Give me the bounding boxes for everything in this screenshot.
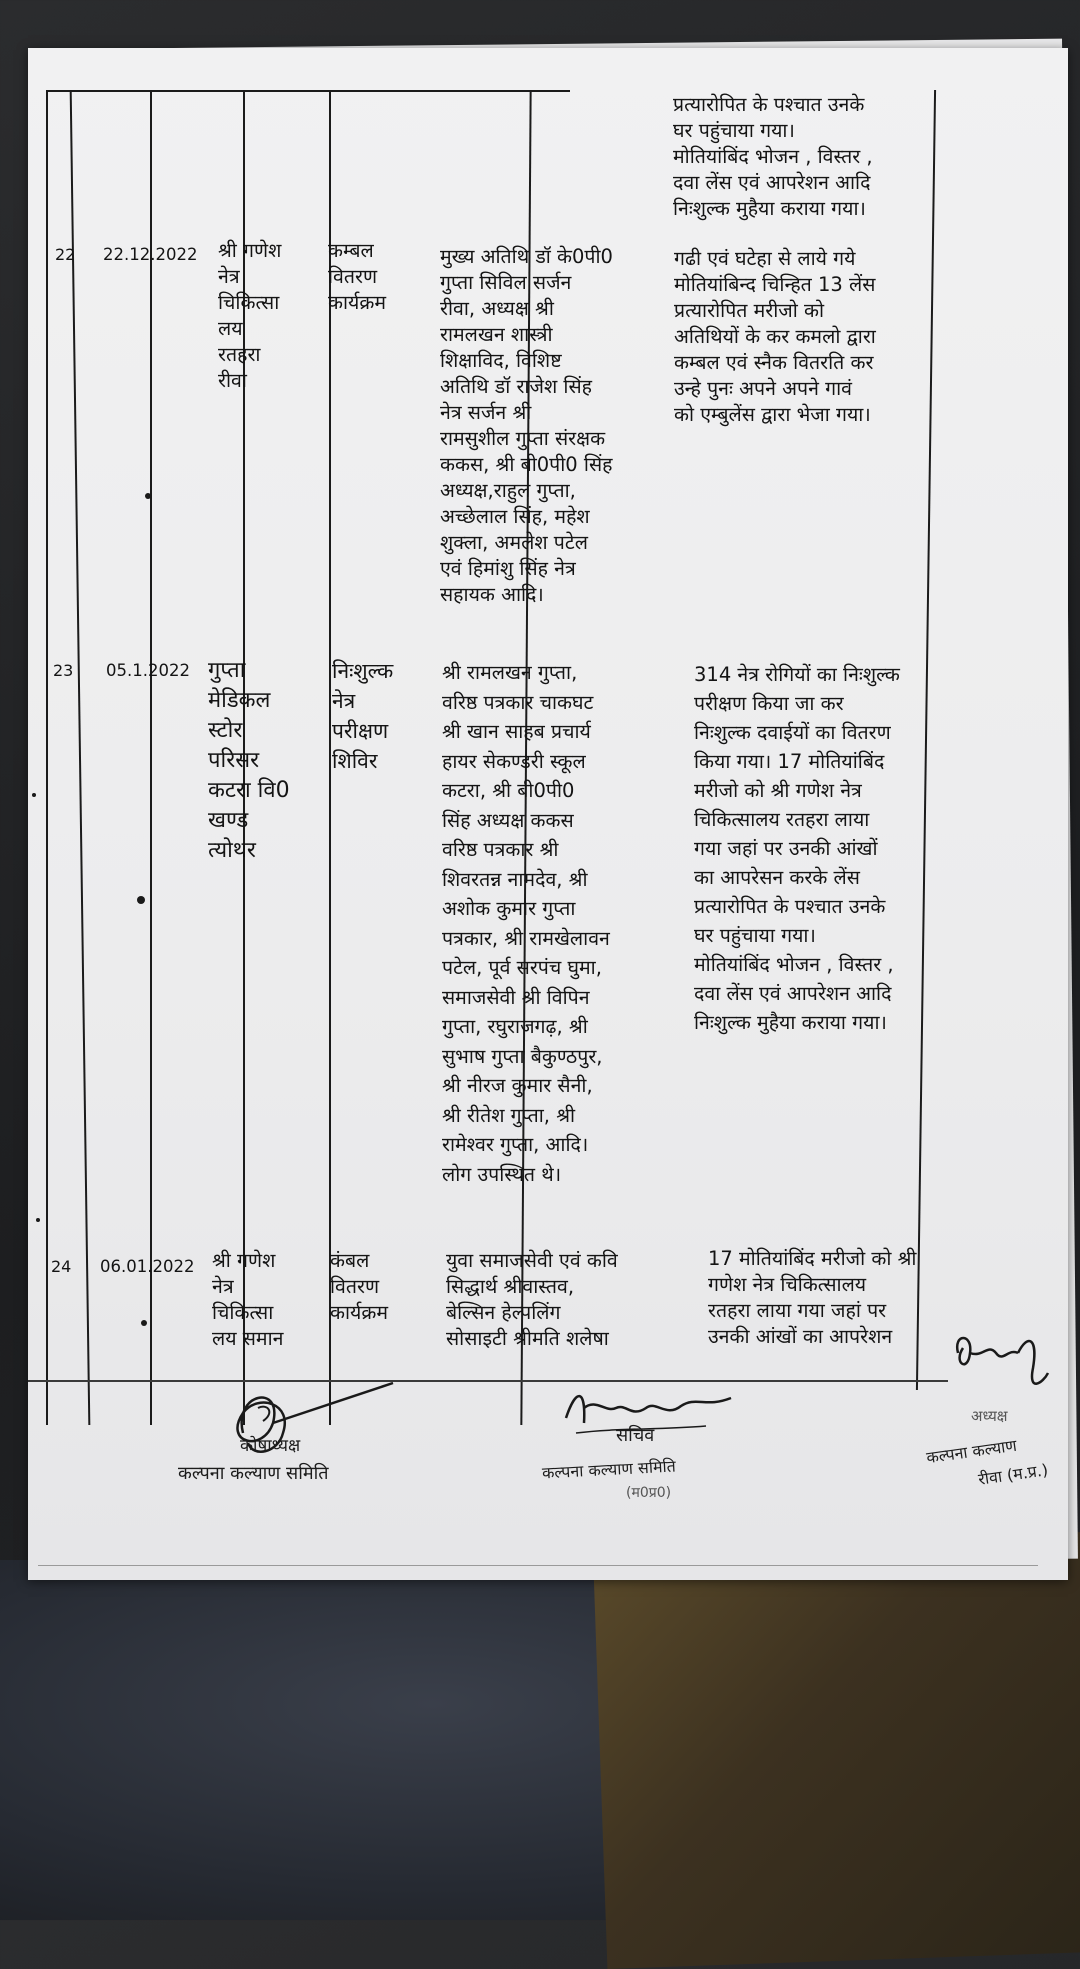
treasurer-org: कल्पना कल्याण समिति — [178, 1463, 329, 1484]
secretary-sub: (म0प्र0) — [626, 1485, 672, 1501]
row22-program: कम्बल वितरण कार्यक्रम — [328, 239, 386, 314]
row24-sno: 24 — [51, 1257, 72, 1276]
president-title: अध्यक्ष — [971, 1407, 1008, 1425]
treasurer-title: कोषाध्यक्ष — [240, 1436, 301, 1456]
folder-under-paper — [593, 1531, 1080, 1969]
ink-speck — [141, 1320, 147, 1326]
col-divider-1 — [70, 90, 91, 1425]
row23-date: 05.1.2022 — [106, 661, 190, 680]
row22-details: गढी एवं घटेहा से लाये गये मोतियांबिन्द चिन्हित 13 लेंस प्रत्यारोपित मरीजो को अतिथियों के कर कमलो द्वारा कम्बल एवं स्नैक वितरति कर उन्हे पुनः अपने अपने गावं को एम्बुलेंस द्वारा भेजा गया। — [674, 247, 876, 426]
table-top-line — [46, 90, 570, 92]
col-divider-2 — [150, 90, 152, 1425]
page-bottom-rule — [38, 1565, 1038, 1566]
row24-details: 17 मोतियांबिंद मरीजो को श्री गणेश नेत्र चिकित्सालय रतहरा लाया गया जहां पर उनकी आंखों का आपरेशन — [708, 1247, 917, 1348]
table-bottom-line — [28, 1380, 948, 1382]
ink-speck — [32, 793, 36, 797]
president-org: कल्पना कल्याण — [925, 1435, 1018, 1468]
ink-speck — [137, 896, 145, 904]
row23-sno: 23 — [53, 661, 74, 680]
table-border-right — [916, 90, 936, 1390]
row23-program: निःशुल्क नेत्र परीक्षण शिविर — [332, 659, 394, 773]
row23-details: 314 नेत्र रोगियों का निःशुल्क परीक्षण किया जा कर निःशुल्क दवाईयों का वितरण किया गया। 17 मोतियांबिंद मरीजो को श्री गणेश नेत्र चिकित्सालय रतहरा लाया गया जहां पर उनकी आंखों का आपरेसन करके लेंस प्रत्यारोपित के पश्चात उनके घर पहुंचाया गया। मोतियांबिंद भोजन , विस्तर , दवा लेंस एवं आपरेशन आदि निःशुल्क मुहैया कराया गया। — [694, 663, 900, 1034]
document-page — [28, 48, 1068, 1580]
ink-speck — [145, 493, 151, 499]
row23-guests: श्री रामलखन गुप्ता, वरिष्ठ पत्रकार चाकघट श्री खान साहब प्रचार्य हायर सेकण्डरी स्कूल कटरा, श्री बी0पी0 सिंह अध्यक्ष ककस वरिष्ठ पत्रकार श्री शिवरतन्न नामदेव, श्री अशोक कुमार गुप्ता पत्रकार, श्री रामखेलावन पटेल, पूर्व सरपंच घुमा, समाजसेवी श्री विपिन गुप्ता, रघुराजगढ़, श्री सुभाष गुप्ता बैकुण्ठपुर, श्री नीरज कुमार सैनी, श्री रीतेश गुप्ता, श्री रामेश्वर गुप्ता, आदि। लोग उपस्थित थे। — [442, 661, 610, 1186]
row24-venue: श्री गणेश नेत्र चिकित्सा लय समान — [212, 1249, 284, 1350]
row24-program: कंबल वितरण कार्यक्रम — [330, 1249, 388, 1324]
row24-guests: युवा समाजसेवी एवं कवि सिद्धार्थ श्रीवास्तव, बेल्सिन हेल्पलिंग सोसाइटी श्रीमति शलेषा — [446, 1249, 618, 1350]
row21-details-continuation: प्रत्यारोपित के पश्चात उनके घर पहुंचाया गया। मोतियांबिंद भोजन , विस्तर , दवा लेंस एवं आपरेशन आदि निःशुल्क मुहैया कराया गया। — [673, 93, 873, 220]
row22-guests: मुख्य अतिथि डॉ के0पी0 गुप्ता सिविल सर्जन रीवा, अध्यक्ष श्री रामलखन शास्त्री शिक्षाविद, विशिष्ट अतिथि डॉ राजेश सिंह नेत्र सर्जन श्री रामसुशील गुप्ता संरक्षक ककस, श्री बी0पी0 सिंह अध्यक्ष,राहुल गुप्ता, अच्छेलाल सिंह, महेश शुक्ला, अमलेश पटेल एवं हिमांशु सिंह नेत्र सहायक आदि। — [440, 245, 613, 606]
president-sub: रीवा (म.प्र.) — [977, 1460, 1050, 1489]
row22-date: 22.12.2022 — [103, 245, 198, 264]
table-border-left — [46, 90, 48, 1425]
row22-venue: श्री गणेश नेत्र चिकित्सा लय रतहरा रीवा — [218, 239, 282, 392]
row22-sno: 22 — [55, 245, 76, 264]
secretary-org: कल्पना कल्याण समिति — [541, 1456, 677, 1483]
president-signature — [948, 1323, 1058, 1413]
secretary-title: सचिव — [616, 1425, 655, 1446]
row23-venue: गुप्ता मेडिकल स्टोर परिसर कटरा वि0 खण्ड त्योथर — [208, 658, 290, 863]
row24-date: 06.01.2022 — [100, 1257, 195, 1276]
ink-speck — [36, 1218, 40, 1222]
